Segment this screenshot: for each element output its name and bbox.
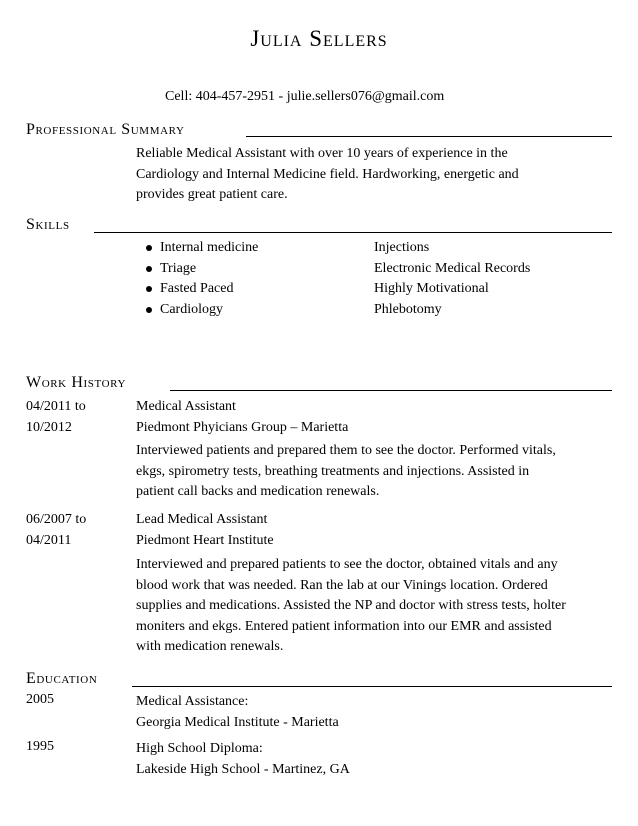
skill-item: Triage (160, 259, 258, 280)
skills-list-right (374, 238, 530, 321)
skill-item: Fasted Paced (160, 279, 258, 300)
section-divider (246, 136, 612, 137)
skill-item: Highly Motivational (374, 281, 489, 297)
job-description-line: ekgs, spirometry tests, breathing treatments and injections. Assisted in (136, 463, 530, 479)
skills-list-left (160, 238, 258, 321)
skill-item: Cardiology (160, 300, 258, 321)
job-description-line: Interviewed and prepared patients to see the doctor, obtained vitals and any (136, 557, 558, 572)
skill-item: Phlebotomy (374, 302, 442, 318)
section-heading-work-history: Work History (26, 374, 126, 391)
job-description-line: supplies and medications. Assisted the NP and doctor with stress tests, holter (136, 598, 566, 614)
bullet-icon (146, 266, 152, 272)
section-divider (132, 686, 612, 687)
section-divider (94, 232, 612, 233)
section-divider (170, 390, 612, 391)
job-description-line: with medication renewals. (136, 639, 284, 655)
job-date-start: 06/2007 to (26, 512, 87, 527)
education-school: Lakeside High School - Martinez, GA (136, 762, 350, 777)
skill-item: Electronic Medical Records (374, 260, 531, 276)
job-description-line: Interviewed patients and prepared them to see the doctor. Performed vitals, (136, 443, 556, 458)
job-employer: Piedmont Heart Institute (136, 533, 274, 548)
job-date-end: 10/2012 (26, 420, 72, 435)
job-title: Lead Medical Assistant (136, 512, 268, 527)
skill-item: Internal medicine (160, 238, 258, 259)
candidate-name: Julia Sellers (250, 26, 388, 51)
job-title: Medical Assistant (136, 399, 236, 414)
education-degree: High School Diploma: (136, 741, 263, 756)
education-year: 2005 (26, 692, 54, 707)
job-description-line: blood work that was needed. Ran the lab at our Vinings location. Ordered (136, 577, 548, 593)
job-date-start: 04/2011 to (26, 399, 86, 414)
section-heading-skills: Skills (26, 216, 70, 233)
summary-line: provides great patient care. (136, 187, 288, 203)
job-description-line: patient call backs and medication renewals. (136, 484, 380, 500)
job-description (136, 441, 606, 503)
skill-item: Injections (374, 240, 430, 255)
education-year: 1995 (26, 739, 54, 754)
contact-info: Cell: 404-457-2951 - julie.sellers076@gmail.com (165, 89, 445, 104)
summary-text (136, 144, 576, 206)
job-description (136, 555, 606, 658)
bullet-icon (146, 286, 152, 292)
education-degree: Medical Assistance: (136, 694, 249, 709)
summary-line: Cardiology and Internal Medicine field. Hardworking, energetic and (136, 166, 519, 182)
section-heading-education: Education (26, 670, 98, 687)
job-description-line: moniters and ekgs. Entered patient information into our EMR and assisted (136, 618, 552, 634)
job-date-end: 04/2011 (26, 533, 72, 548)
bullet-icon (146, 245, 152, 251)
summary-line: Reliable Medical Assistant with over 10 years of experience in the (136, 146, 508, 161)
job-employer: Piedmont Phyicians Group – Marietta (136, 420, 349, 435)
section-heading-summary: Professional Summary (26, 121, 185, 138)
education-school: Georgia Medical Institute - Marietta (136, 715, 339, 730)
bullet-icon (146, 307, 152, 313)
